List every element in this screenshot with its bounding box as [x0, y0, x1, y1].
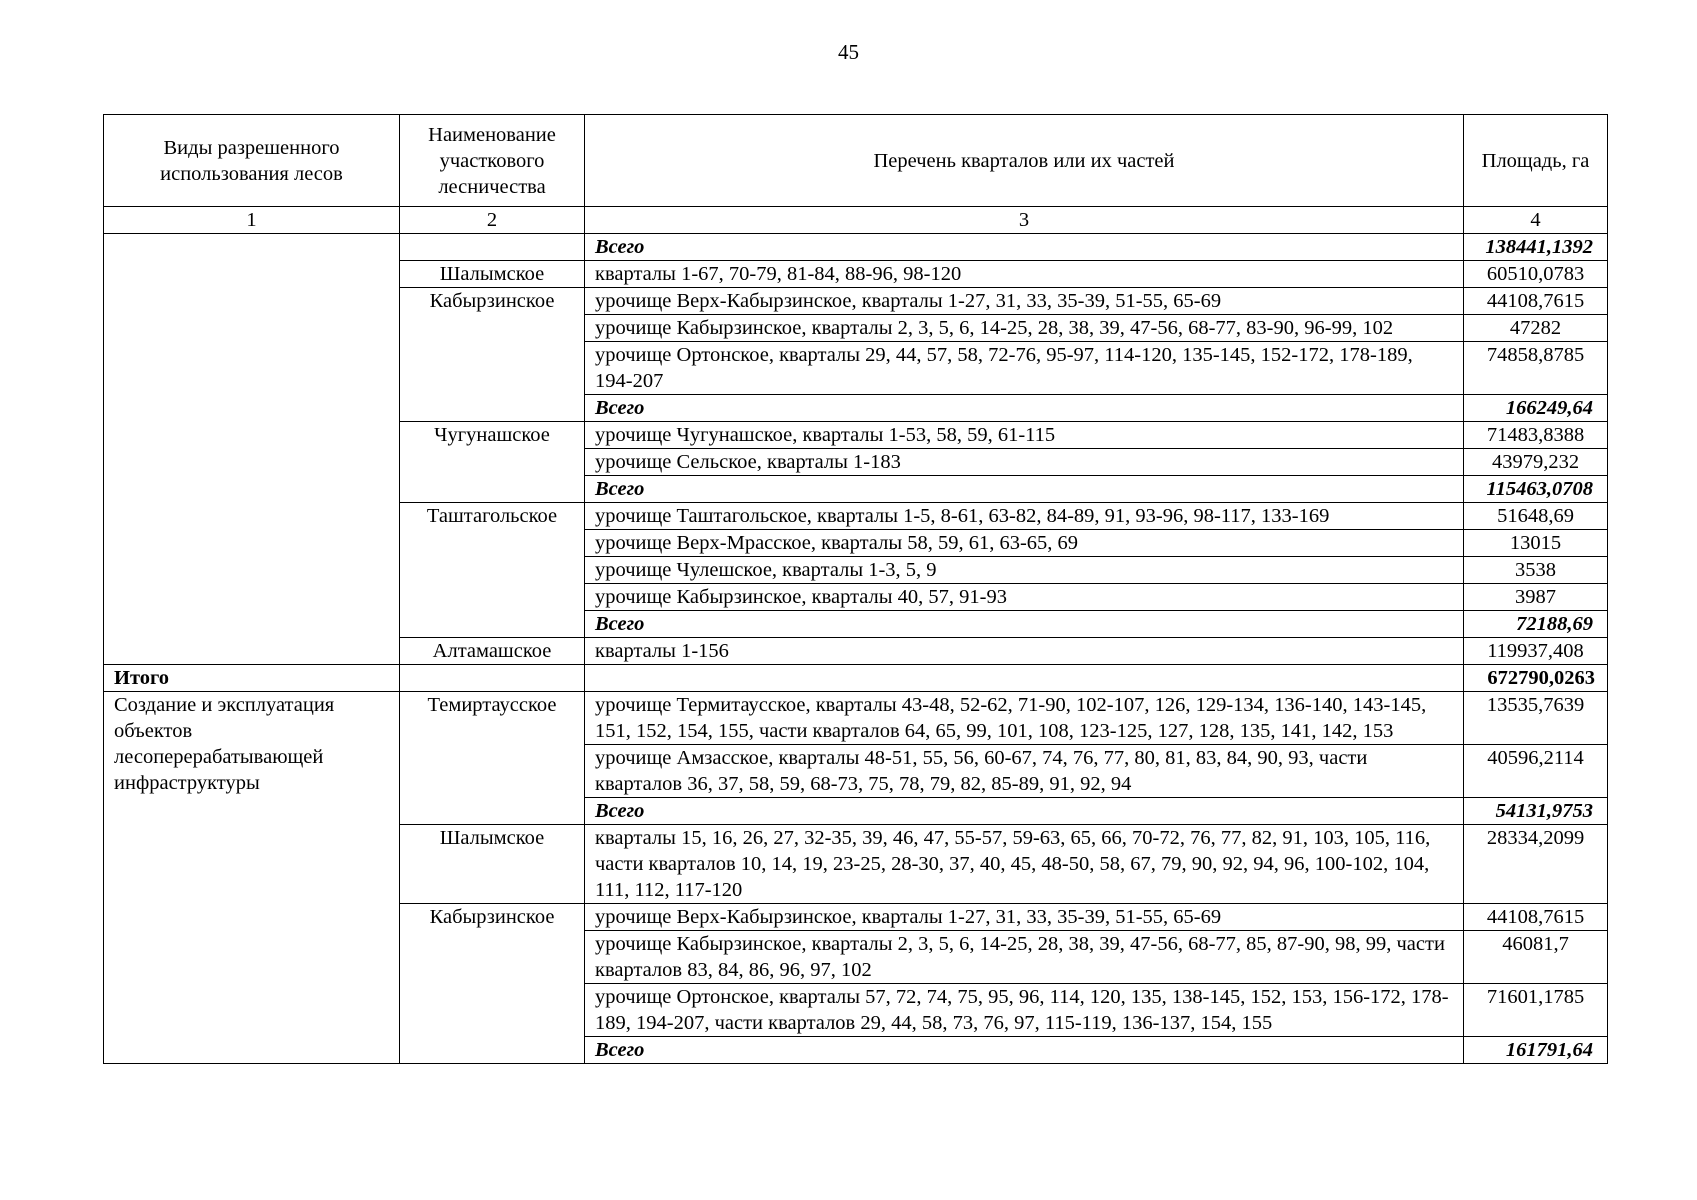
area-cell: 3538 — [1464, 557, 1608, 584]
use-type-cell: Создание и эксплуатация объектов лесоперерабатывающей инфраструктуры — [104, 692, 400, 1064]
area-cell: 119937,408 — [1464, 638, 1608, 665]
quarters-cell: урочище Кабырзинское, кварталы 2, 3, 5, 6, 14-25, 28, 38, 39, 47-56, 68-77, 83-90, 96-99, 102 — [585, 315, 1464, 342]
forestry-cell: Алтамашское — [400, 638, 585, 665]
quarters-cell: урочище Верх-Мрасское, кварталы 58, 59, 61, 63-65, 69 — [585, 530, 1464, 557]
quarters-cell: урочище Ортонское, кварталы 29, 44, 57, 58, 72-76, 95-97, 114-120, 135-145, 152-172, 178-189, 194-207 — [585, 342, 1464, 395]
area-cell: 44108,7615 — [1464, 904, 1608, 931]
quarters-cell: урочище Сельское, кварталы 1-183 — [585, 449, 1464, 476]
area-cell: 71483,8388 — [1464, 422, 1608, 449]
col-number: 4 — [1464, 207, 1608, 234]
area-cell: 3987 — [1464, 584, 1608, 611]
quarters-cell: урочище Таштагольское, кварталы 1-5, 8-61, 63-82, 84-89, 91, 93-96, 98-117, 133-169 — [585, 503, 1464, 530]
total-area: 54131,9753 — [1464, 798, 1608, 825]
col-number: 2 — [400, 207, 585, 234]
total-label: Всего — [585, 234, 1464, 261]
quarters-cell: урочище Чулешское, кварталы 1-3, 5, 9 — [585, 557, 1464, 584]
area-cell: 28334,2099 — [1464, 825, 1608, 904]
quarters-cell: кварталы 1-67, 70-79, 81-84, 88-96, 98-120 — [585, 261, 1464, 288]
forestry-cell: Шалымское — [400, 261, 585, 288]
total-label: Всего — [585, 395, 1464, 422]
quarters-cell: урочище Ортонское, кварталы 57, 72, 74, 75, 95, 96, 114, 120, 135, 138-145, 152, 153, 156-172, 178-189, 194-207, части кварталов 29, 44, 58, 73, 76, 97, 115-119, 136-137, 154, 155 — [585, 984, 1464, 1037]
forest-quarters-table — [103, 114, 1608, 1064]
grand-total-label: Итого — [104, 665, 400, 692]
area-cell: 74858,8785 — [1464, 342, 1608, 395]
quarters-cell: урочище Кабырзинское, кварталы 40, 57, 91-93 — [585, 584, 1464, 611]
use-type-cell — [104, 234, 400, 665]
total-label: Всего — [585, 798, 1464, 825]
column-number-row — [104, 207, 1608, 234]
total-area: 115463,0708 — [1464, 476, 1608, 503]
header-quarters: Перечень кварталов или их частей — [585, 115, 1464, 207]
table-row — [104, 692, 1608, 745]
quarters-cell: урочище Амзасское, кварталы 48-51, 55, 56, 60-67, 74, 76, 77, 80, 81, 83, 84, 90, 93, части кварталов 36, 37, 58, 59, 68-73, 75, 78, 79, 82, 85-89, 91, 92, 94 — [585, 745, 1464, 798]
quarters-cell: урочище Чугунашское, кварталы 1-53, 58, 59, 61-115 — [585, 422, 1464, 449]
col-number: 3 — [585, 207, 1464, 234]
area-cell: 60510,0783 — [1464, 261, 1608, 288]
forestry-cell: Чугунашское — [400, 422, 585, 503]
forestry-cell: Кабырзинское — [400, 288, 585, 422]
col-number: 1 — [104, 207, 400, 234]
quarters-cell: урочище Кабырзинское, кварталы 2, 3, 5, 6, 14-25, 28, 38, 39, 47-56, 68-77, 85, 87-90, 98, 99, части кварталов 83, 84, 86, 96, 97, 102 — [585, 931, 1464, 984]
header-area: Площадь, га — [1464, 115, 1608, 207]
quarters-cell: урочище Верх-Кабырзинское, кварталы 1-27, 31, 33, 35-39, 51-55, 65-69 — [585, 904, 1464, 931]
forestry-cell — [400, 234, 585, 261]
area-cell: 13535,7639 — [1464, 692, 1608, 745]
area-cell: 46081,7 — [1464, 931, 1608, 984]
empty-cell — [400, 665, 585, 692]
table-header-row — [104, 115, 1608, 207]
page-number: 45 — [838, 40, 859, 64]
header-use-type: Виды разрешенного использования лесов — [104, 115, 400, 207]
quarters-cell: кварталы 1-156 — [585, 638, 1464, 665]
area-cell: 40596,2114 — [1464, 745, 1608, 798]
area-cell: 13015 — [1464, 530, 1608, 557]
total-label: Всего — [585, 1037, 1464, 1064]
quarters-cell: кварталы 15, 16, 26, 27, 32-35, 39, 46, 47, 55-57, 59-63, 65, 66, 70-72, 76, 77, 82, 91, 103, 105, 116, части кварталов 10, 14, 19, 23-25, 28-30, 37, 40, 45, 48-50, 58, 67, 79, 90, 92, 94, 96, 100-102, 104, 111, 112, 117-120 — [585, 825, 1464, 904]
area-cell: 47282 — [1464, 315, 1608, 342]
total-area: 138441,1392 — [1464, 234, 1608, 261]
total-label: Всего — [585, 476, 1464, 503]
header-forestry: Наименование участкового лесничества — [400, 115, 585, 207]
empty-cell — [585, 665, 1464, 692]
grand-total-row — [104, 665, 1608, 692]
forestry-cell: Темиртаусское — [400, 692, 585, 825]
quarters-cell: урочище Термитаусское, кварталы 43-48, 52-62, 71-90, 102-107, 126, 129-134, 136-140, 143-145, 151, 152, 154, 155, части кварталов 64, 65, 99, 101, 108, 123-125, 127, 128, 135, 141, 142, 153 — [585, 692, 1464, 745]
total-label: Всего — [585, 611, 1464, 638]
forestry-cell: Шалымское — [400, 825, 585, 904]
forestry-cell: Таштагольское — [400, 503, 585, 638]
total-area: 161791,64 — [1464, 1037, 1608, 1064]
area-cell: 43979,232 — [1464, 449, 1608, 476]
area-cell: 71601,1785 — [1464, 984, 1608, 1037]
area-cell: 44108,7615 — [1464, 288, 1608, 315]
total-area: 72188,69 — [1464, 611, 1608, 638]
grand-total-area: 672790,0263 — [1464, 665, 1608, 692]
quarters-cell: урочище Верх-Кабырзинское, кварталы 1-27, 31, 33, 35-39, 51-55, 65-69 — [585, 288, 1464, 315]
total-area: 166249,64 — [1464, 395, 1608, 422]
forestry-cell: Кабырзинское — [400, 904, 585, 1064]
area-cell: 51648,69 — [1464, 503, 1608, 530]
table-row — [104, 234, 1608, 261]
